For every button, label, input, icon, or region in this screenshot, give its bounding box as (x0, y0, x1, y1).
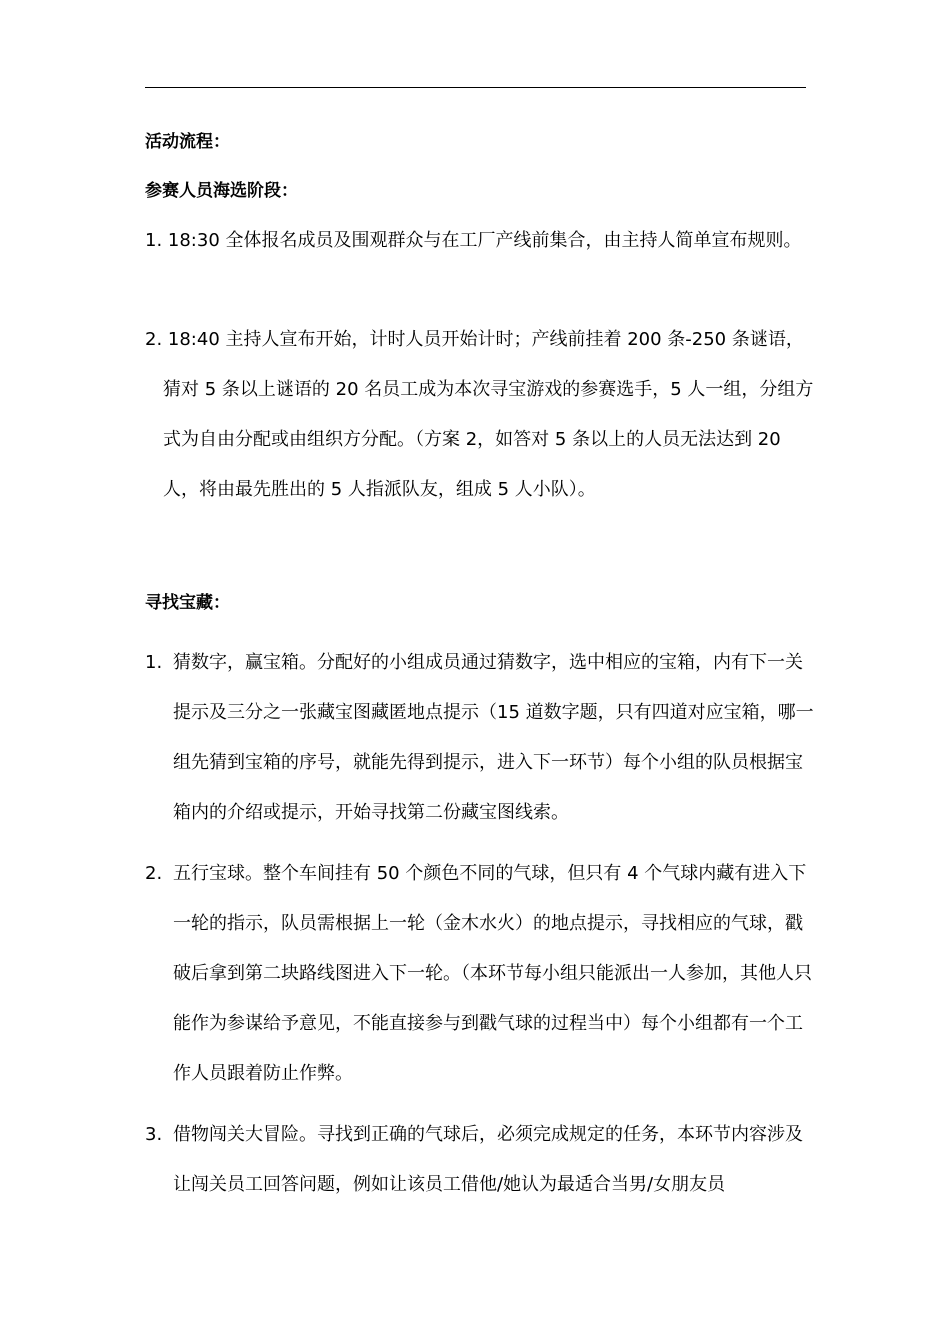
header-rule (145, 87, 806, 88)
treasure-item-3-number: 3. (145, 1124, 163, 1145)
treasure-item-1-number: 1. (145, 652, 163, 673)
audition-item-1 (145, 216, 817, 266)
section-title-audition: 参赛人员海选阶段： (145, 181, 298, 201)
treasure-item-3-text: 借物闯关大冒险。寻找到正确的气球后，必须完成规定的任务，本环节内容涉及让闯关员工回答问题，例如让该员工借他/她认为最适合当男/女朋友员 (173, 1124, 803, 1195)
treasure-item-3 (145, 1110, 817, 1210)
treasure-item-2 (145, 849, 817, 1099)
treasure-item-2-text: 五行宝球。整个车间挂有 50 个颜色不同的气球，但只有 4 个气球内藏有进入下一轮的指示，队员需根据上一轮（金木水火）的地点提示，寻找相应的气球，戳破后拿到第二块路线图进入下一轮。（本环节每小组只能派出一人参加，其他人只能作为参谋给予意见，不能直接参与到戳气球的过程当中）每个小组都有一个工作人员跟着防止作弊。 (173, 863, 812, 1084)
treasure-item-2-number: 2. (145, 863, 163, 884)
treasure-item-1 (145, 638, 817, 838)
audition-item-2-text: 2. 18:40 主持人宣布开始，计时人员开始计时；产线前挂着 200 条-250 条谜语，猜对 5 条以上谜语的 20 名员工成为本次寻宝游戏的参赛选手，5 人一组，分组方式为自由分配或由组织方分配。（方案 2，如答对 5 条以上的人员无法达到 20 人，将由最先胜出的 5 人指派队友，组成 5 人小队）。 (145, 329, 814, 500)
section-title-treasure: 寻找宝藏： (145, 593, 230, 613)
audition-item-1-text: 1. 18:30 全体报名成员及围观群众与在工厂产线前集合，由主持人简单宣布规则。 (145, 230, 802, 251)
section-title-flow: 活动流程： (145, 132, 230, 152)
treasure-item-1-text: 猜数字，赢宝箱。分配好的小组成员通过猜数字，选中相应的宝箱，内有下一关提示及三分之一张藏宝图藏匿地点提示（15 道数字题，只有四道对应宝箱，哪一组先猜到宝箱的序号，就能先得到提示，进入下一环节）每个小组的队员根据宝箱内的介绍或提示，开始寻找第二份藏宝图线索。 (173, 652, 814, 823)
audition-item-2 (145, 315, 817, 515)
